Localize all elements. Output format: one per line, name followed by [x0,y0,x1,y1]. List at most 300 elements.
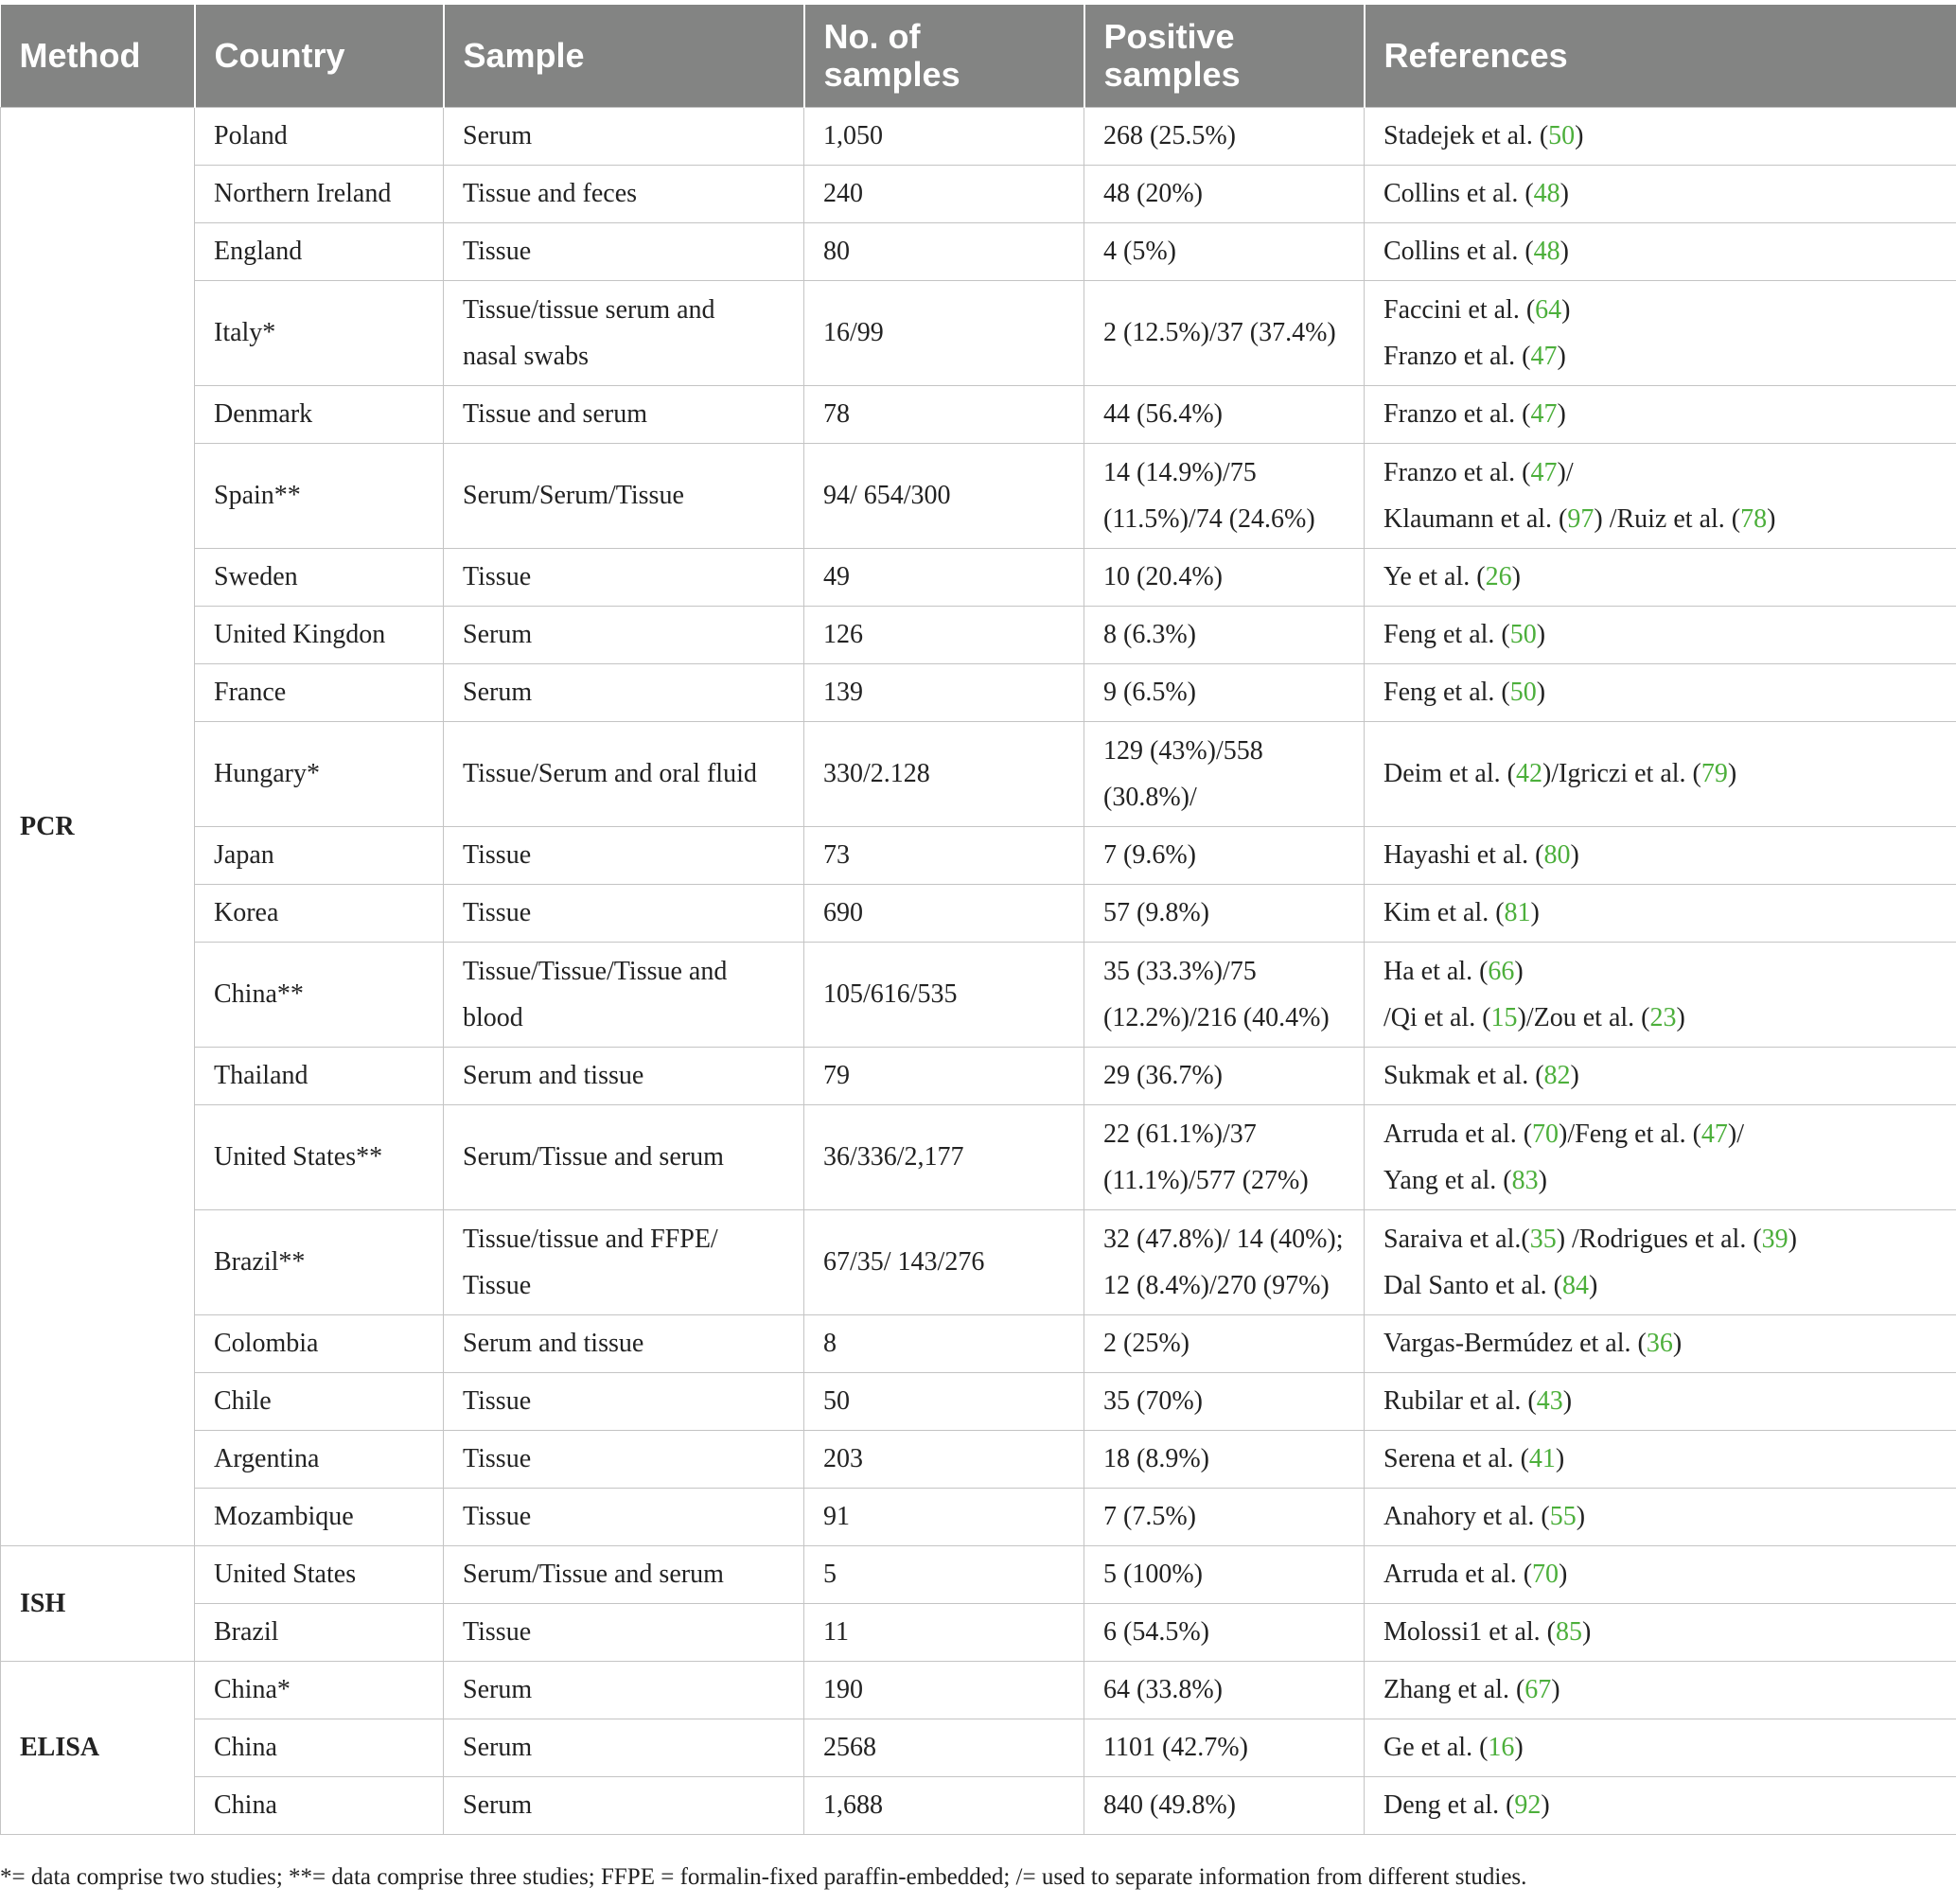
table-row [1,1545,1956,1603]
reference-line [1383,1111,1937,1157]
reference-number-link[interactable]: 84 [1561,1270,1589,1300]
country-cell: England [195,222,444,280]
sample-cell [444,107,804,165]
reference-text: ) [1536,620,1546,649]
sample-cell [444,1047,804,1104]
sample-cell-line: Tissue/tissue serum and [463,294,715,325]
positive-samples-cell-line: 7 (9.6%) [1103,840,1196,870]
no-of-samples-cell: 139 [804,663,1084,721]
country-cell: Denmark [195,385,444,443]
positive-samples-cell [1084,1719,1365,1776]
method-cell: PCR [1,107,195,1545]
sample-cell-line: Serum and tissue [463,1061,644,1090]
sample-cell-line: Serum [463,620,533,649]
references-cell [1365,385,1956,443]
table-row [1,1661,1956,1719]
reference-text: Hayashi et al. ( [1383,840,1544,870]
header-no-of-samples-line2: samples [823,54,960,94]
no-of-samples-cell: 1,050 [804,107,1084,165]
sample-cell-line: Tissue and serum [463,399,647,429]
sample-cell-line: Tissue [463,840,532,870]
reference-number-link[interactable]: 81 [1504,898,1531,927]
reference-text: ) [1560,179,1569,208]
reference-text: )/ [1557,457,1574,487]
reference-number-link[interactable]: 79 [1700,759,1728,788]
positive-samples-cell [1084,663,1365,721]
no-of-samples-cell: 2568 [804,1719,1084,1776]
no-of-samples-cell: 126 [804,606,1084,663]
table-row [1,721,1956,826]
country-cell: Colombia [195,1314,444,1372]
country-cell: Japan [195,826,444,884]
reference-text: Ye et al. ( [1383,562,1486,591]
reference-text: ) [1727,759,1737,788]
reference-number-link[interactable]: 15 [1490,1002,1518,1032]
table-body [1,107,1956,1834]
data-table [0,5,1956,1835]
positive-samples-cell-line: 840 (49.8%) [1103,1790,1236,1820]
sample-cell [444,663,804,721]
positive-samples-cell-line: 12 (8.4%)/270 (97%) [1103,1270,1330,1300]
sample-cell [444,1372,804,1430]
references-cell [1365,165,1956,222]
no-of-samples-cell: 5 [804,1545,1084,1603]
references-cell [1365,1430,1956,1488]
reference-text: Collins et al. ( [1383,179,1534,208]
reference-line [1383,1262,1937,1309]
header-method: Method [1,5,195,107]
country-cell: Korea [195,884,444,942]
header-positive-samples [1084,5,1365,107]
reference-text: ) [1570,1061,1579,1090]
header-sample: Sample [444,5,804,107]
reference-text: Franzo et al. ( [1383,341,1531,371]
reference-text: Arruda et al. ( [1383,1560,1533,1589]
reference-number-link[interactable]: 48 [1533,237,1560,266]
reference-text: ) [1514,956,1524,986]
no-of-samples-cell: 11 [804,1603,1084,1661]
table-row [1,385,1956,443]
reference-number-link[interactable]: 83 [1511,1165,1539,1195]
references-cell [1365,884,1956,942]
reference-text: Sukmak et al. ( [1383,1061,1544,1090]
reference-line [1383,287,1937,333]
table-row [1,222,1956,280]
no-of-samples-cell: 105/616/535 [804,942,1084,1047]
positive-samples-cell-line: 9 (6.5%) [1103,678,1196,707]
positive-samples-cell [1084,721,1365,826]
positive-samples-cell [1084,606,1365,663]
positive-samples-cell [1084,1314,1365,1372]
sample-cell [444,1209,804,1314]
reference-line [1383,1378,1937,1424]
reference-number-link[interactable]: 50 [1509,678,1537,707]
reference-text: Klaumann et al. ( [1383,503,1568,534]
reference-text: Franzo et al. ( [1383,457,1531,487]
reference-number-link[interactable]: 66 [1488,956,1515,986]
reference-number-link[interactable]: 36 [1646,1329,1673,1358]
positive-samples-cell-line: 2 (12.5%)/37 (37.4%) [1103,318,1336,347]
positive-samples-cell [1084,1603,1365,1661]
reference-line [1383,1052,1937,1099]
reference-text: ) [1570,840,1579,870]
reference-line [1383,1216,1937,1262]
references-cell [1365,1603,1956,1661]
reference-text: ) [1514,1733,1524,1762]
reference-text: ) [1582,1617,1592,1647]
reference-number-link[interactable]: 70 [1532,1119,1560,1149]
sample-cell [444,1488,804,1545]
reference-text: ) [1557,399,1566,429]
country-cell: Poland [195,107,444,165]
references-cell [1365,1545,1956,1603]
reference-text: Vargas-Bermúdez et al. ( [1383,1329,1647,1358]
country-cell: Argentina [195,1430,444,1488]
references-cell [1365,826,1956,884]
reference-text: ) [1676,1002,1685,1032]
reference-line [1383,1436,1937,1482]
reference-number-link[interactable]: 43 [1536,1386,1563,1416]
sample-cell-line: Tissue [463,898,532,927]
positive-samples-cell-line: 64 (33.8%) [1103,1675,1223,1704]
country-cell: Northern Ireland [195,165,444,222]
reference-number-link[interactable]: 82 [1543,1061,1571,1090]
reference-number-link[interactable]: 67 [1524,1675,1552,1704]
country-cell: Brazil [195,1603,444,1661]
reference-line [1383,669,1937,715]
reference-number-link[interactable]: 78 [1740,503,1768,534]
reference-text: Feng et al. ( [1383,620,1510,649]
positive-samples-cell [1084,884,1365,942]
reference-text: Ge et al. ( [1383,1733,1489,1762]
sample-cell [444,1603,804,1661]
reference-number-link[interactable]: 23 [1649,1002,1677,1032]
header-no-of-samples-line1: No. of [823,16,921,56]
positive-samples-cell-line: (30.8%)/ [1103,782,1197,812]
positive-samples-cell-line: 35 (70%) [1103,1386,1203,1416]
references-cell [1365,1661,1956,1719]
country-cell: Chile [195,1372,444,1430]
reference-line [1383,1157,1937,1204]
sample-cell-line: Tissue [463,562,532,591]
country-cell: United States** [195,1104,444,1209]
reference-number-link[interactable]: 85 [1556,1617,1582,1647]
reference-line [1383,1551,1937,1597]
reference-text: ) [1541,1790,1550,1820]
reference-number-link[interactable]: 55 [1549,1502,1577,1531]
no-of-samples-cell: 8 [804,1314,1084,1372]
sample-cell-line: Tissue [463,1270,532,1300]
reference-number-link[interactable]: 80 [1543,840,1571,870]
no-of-samples-cell: 91 [804,1488,1084,1545]
positive-samples-cell-line: (11.5%)/74 (24.6%) [1103,503,1315,534]
country-cell: China* [195,1661,444,1719]
reference-number-link[interactable]: 50 [1509,620,1537,649]
reference-text: Ha et al. ( [1383,956,1489,986]
reference-text: Deim et al. ( [1383,759,1516,788]
reference-line [1383,890,1937,936]
header-country: Country [195,5,444,107]
references-cell [1365,280,1956,385]
sample-cell-line: Tissue [463,1617,532,1647]
sample-cell [444,1314,804,1372]
sample-cell [444,443,804,548]
reference-number-link[interactable]: 50 [1548,121,1576,150]
reference-line [1383,113,1937,159]
reference-text: Dal Santo et al. ( [1383,1270,1562,1300]
sample-cell [444,1430,804,1488]
reference-text: ) [1511,562,1521,591]
reference-number-link[interactable]: 35 [1529,1224,1557,1254]
reference-line [1383,750,1937,797]
reference-number-link[interactable]: 41 [1528,1444,1556,1473]
positive-samples-cell-line: 32 (47.8%)/ 14 (40%); [1103,1224,1344,1254]
reference-text: /Qi et al. ( [1383,1002,1491,1032]
sample-cell [444,606,804,663]
table-footnote: *= data comprise two studies; **= data comprise three studies; FFPE = formalin-fixed paraffin-embedded; /= used to separate information from different studies. [0,1864,1527,1890]
reference-number-link[interactable]: 70 [1532,1560,1560,1589]
reference-number-link[interactable]: 47 [1530,341,1558,371]
no-of-samples-cell: 79 [804,1047,1084,1104]
reference-line [1383,1666,1937,1713]
positive-samples-cell [1084,1372,1365,1430]
sample-cell [444,1776,804,1834]
no-of-samples-cell: 690 [804,884,1084,942]
references-cell [1365,663,1956,721]
table-row [1,884,1956,942]
positive-samples-cell-line: 29 (36.7%) [1103,1061,1223,1090]
reference-text: ) [1575,121,1584,150]
sample-cell [444,222,804,280]
no-of-samples-cell: 203 [804,1430,1084,1488]
sample-cell-line: Serum and tissue [463,1329,644,1358]
positive-samples-cell [1084,280,1365,385]
positive-samples-cell-line: 7 (7.5%) [1103,1502,1196,1531]
country-cell: Italy* [195,280,444,385]
reference-text: ) [1767,503,1776,534]
positive-samples-cell-line: 44 (56.4%) [1103,399,1223,429]
reference-text: ) [1561,294,1571,325]
references-cell [1365,443,1956,548]
reference-text: Kim et al. ( [1383,898,1505,927]
table-row [1,1372,1956,1430]
references-cell [1365,606,1956,663]
table-row [1,1776,1956,1834]
sample-cell [444,1545,804,1603]
reference-text: ) [1538,1165,1547,1195]
country-cell: China [195,1776,444,1834]
positive-samples-cell-line: (12.2%)/216 (40.4%) [1103,1002,1330,1032]
no-of-samples-cell: 190 [804,1661,1084,1719]
no-of-samples-cell: 330/2.128 [804,721,1084,826]
reference-number-link[interactable]: 97 [1567,503,1595,534]
positive-samples-cell [1084,942,1365,1047]
reference-line [1383,948,1937,995]
sample-cell-line: Tissue [463,1502,532,1531]
positive-samples-cell-line: 268 (25.5%) [1103,121,1236,150]
sample-cell-line: Tissue/Serum and oral fluid [463,759,757,788]
reference-text: Stadejek et al. ( [1383,121,1549,150]
country-cell: Thailand [195,1047,444,1104]
positive-samples-cell [1084,443,1365,548]
positive-samples-cell [1084,1047,1365,1104]
no-of-samples-cell: 94/ 654/300 [804,443,1084,548]
positive-samples-cell [1084,385,1365,443]
sample-cell [444,165,804,222]
sample-cell [444,1719,804,1776]
reference-line [1383,228,1937,274]
reference-line [1383,1493,1937,1540]
reference-text: )/Igriczi et al. ( [1542,759,1701,788]
sample-cell-line: Tissue [463,1386,532,1416]
table-row [1,1104,1956,1209]
reference-text: ) /Rodrigues et al. ( [1556,1224,1762,1254]
no-of-samples-cell: 78 [804,385,1084,443]
no-of-samples-cell: 80 [804,222,1084,280]
reference-text: Deng et al. ( [1383,1790,1515,1820]
reference-text: ) [1560,237,1569,266]
reference-text: )/Feng et al. ( [1559,1119,1701,1149]
reference-number-link[interactable]: 39 [1761,1224,1789,1254]
reference-number-link[interactable]: 64 [1535,294,1562,325]
reference-text: )/ [1727,1119,1744,1149]
positive-samples-cell [1084,1209,1365,1314]
country-cell: United Kingdon [195,606,444,663]
positive-samples-cell-line: 18 (8.9%) [1103,1444,1209,1473]
table-row [1,1209,1956,1314]
positive-samples-cell-line: 5 (100%) [1103,1560,1203,1589]
reference-text: ) [1530,898,1540,927]
references-cell [1365,1488,1956,1545]
reference-line [1383,450,1937,496]
reference-text: ) [1559,1560,1568,1589]
reference-text: ) /Ruiz et al. ( [1594,503,1741,534]
sample-cell [444,721,804,826]
country-cell: China [195,1719,444,1776]
sample-cell-line: Serum [463,1733,533,1762]
reference-line [1383,1609,1937,1655]
reference-number-link[interactable]: 48 [1533,179,1560,208]
table-row [1,107,1956,165]
positive-samples-cell-line: 2 (25%) [1103,1329,1189,1358]
header-positive-line1: Positive [1103,16,1235,56]
positive-samples-cell-line: 1101 (42.7%) [1103,1733,1248,1762]
reference-number-link[interactable]: 92 [1514,1790,1542,1820]
reference-text: Molossi1 et al. ( [1383,1617,1556,1647]
no-of-samples-cell: 16/99 [804,280,1084,385]
country-cell: Mozambique [195,1488,444,1545]
references-cell [1365,107,1956,165]
reference-number-link[interactable]: 26 [1485,562,1512,591]
references-cell [1365,1209,1956,1314]
sample-cell [444,385,804,443]
positive-samples-cell [1084,165,1365,222]
reference-text: ) [1562,1386,1573,1416]
references-cell [1365,1047,1956,1104]
no-of-samples-cell: 67/35/ 143/276 [804,1209,1084,1314]
positive-samples-cell [1084,1430,1365,1488]
reference-number-link[interactable]: 42 [1515,759,1542,788]
reference-line [1383,170,1937,217]
reference-line [1383,1320,1937,1366]
table-row [1,1047,1956,1104]
country-cell: Sweden [195,548,444,606]
header-references: References [1365,5,1956,107]
table-row [1,443,1956,548]
sample-cell [444,1661,804,1719]
sample-cell-line: blood [463,1002,523,1032]
no-of-samples-cell: 240 [804,165,1084,222]
reference-text: ) [1788,1224,1797,1254]
sample-cell-line: Serum [463,121,533,150]
reference-line [1383,1782,1937,1828]
positive-samples-cell-line: 129 (43%)/558 [1103,735,1263,766]
reference-text: Serena et al. ( [1383,1444,1529,1473]
sample-cell [444,942,804,1047]
table-row [1,606,1956,663]
references-cell [1365,548,1956,606]
reference-number-link[interactable]: 47 [1700,1119,1728,1149]
sample-cell-line: Serum [463,678,533,707]
country-cell: Brazil** [195,1209,444,1314]
reference-text: ) [1536,678,1546,707]
references-cell [1365,1776,1956,1834]
sample-cell-line: Tissue and feces [463,179,638,208]
reference-text: ) [1555,1444,1565,1473]
reference-line [1383,995,1937,1041]
positive-samples-cell [1084,826,1365,884]
country-cell: Spain** [195,443,444,548]
positive-samples-cell [1084,1776,1365,1834]
reference-line [1383,496,1937,542]
positive-samples-cell-line: 6 (54.5%) [1103,1617,1209,1647]
positive-samples-cell-line: 48 (20%) [1103,179,1203,208]
sample-cell [444,1104,804,1209]
header-no-of-samples [804,5,1084,107]
references-cell [1365,721,1956,826]
positive-samples-cell-line: 35 (33.3%)/75 [1103,956,1257,986]
sample-cell-line: Tissue [463,237,532,266]
references-cell [1365,942,1956,1047]
table-row [1,1430,1956,1488]
table-row [1,663,1956,721]
positive-samples-cell-line: 14 (14.9%)/75 [1103,457,1257,487]
sample-cell [444,884,804,942]
positive-samples-cell-line: 8 (6.3%) [1103,620,1196,649]
reference-number-link[interactable]: 16 [1488,1733,1515,1762]
reference-line [1383,554,1937,600]
positive-samples-cell [1084,1104,1365,1209]
reference-text: Franzo et al. ( [1383,399,1531,429]
reference-line [1383,832,1937,878]
sample-cell-line: Serum/Tissue and serum [463,1560,724,1589]
reference-text: ) [1551,1675,1560,1704]
reference-number-link[interactable]: 47 [1530,457,1558,487]
sample-cell-line: Tissue/tissue and FFPE/ [463,1224,718,1254]
reference-text: ) [1588,1270,1598,1300]
country-cell: China** [195,942,444,1047]
positive-samples-cell-line: 10 (20.4%) [1103,562,1223,591]
reference-number-link[interactable]: 47 [1530,399,1558,429]
method-cell: ISH [1,1545,195,1661]
references-cell [1365,1104,1956,1209]
reference-text: Anahory et al. ( [1383,1502,1550,1531]
method-cell: ELISA [1,1661,195,1834]
sample-cell-line: Serum [463,1675,533,1704]
no-of-samples-cell: 73 [804,826,1084,884]
positive-samples-cell [1084,548,1365,606]
no-of-samples-cell: 1,688 [804,1776,1084,1834]
